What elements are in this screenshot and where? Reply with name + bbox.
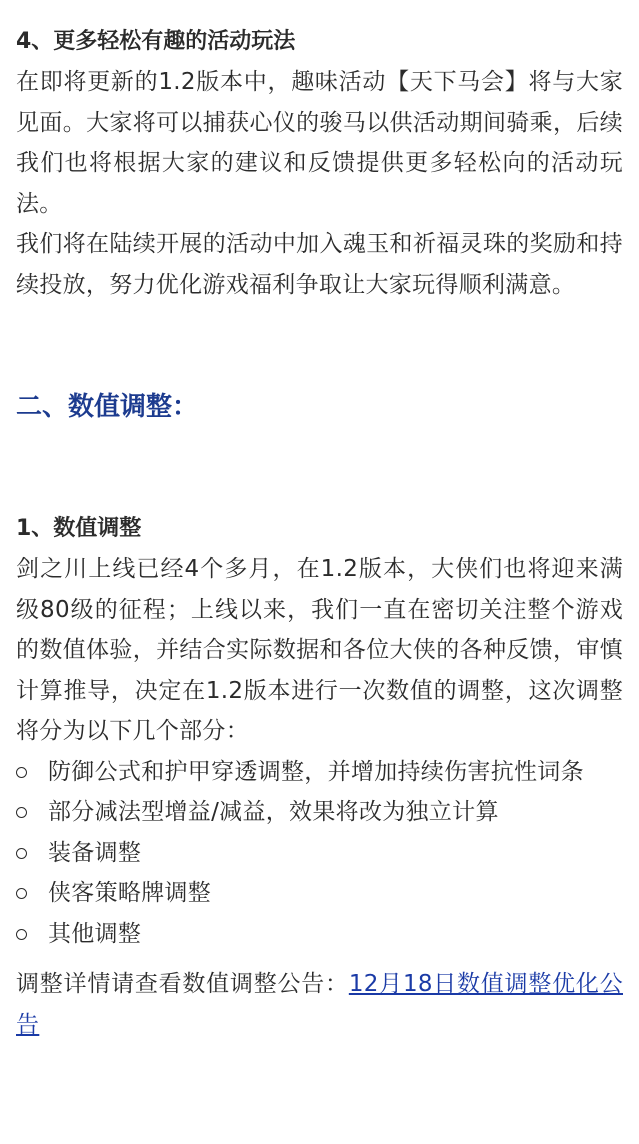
section-4-heading: 4、更多轻松有趣的活动玩法 — [16, 29, 296, 54]
section-two-title: 二、数值调整： — [16, 392, 199, 422]
hollow-circle-bullet-icon — [16, 807, 27, 818]
subsection-1-paragraph: 剑之川上线已经4个多月，在1.2版本，大侠们也将迎来满级80级的征程；上线以来，我们一直在密切关注整个游戏的数值体验，并结合实际数据和各位大侠的各种反馈，审慎计算推导，决定在1.2版本进行一次数值的调整，这次调整将分为以下几个部分： — [16, 556, 623, 744]
announcement-link[interactable]: 12月18日数值调整优化公告 — [16, 971, 623, 1038]
announcement-prefix: 调整详情请查看数值调整公告： — [16, 971, 349, 997]
list-item — [16, 752, 623, 793]
list-item — [16, 792, 623, 833]
subsection-1-heading: 1、数值调整 — [16, 516, 142, 541]
list-item-text: 侠客策略牌调整 — [48, 880, 212, 906]
hollow-circle-bullet-icon — [16, 929, 27, 940]
section-4-paragraph-1: 在即将更新的1.2版本中，趣味活动【天下马会】将与大家见面。大家将可以捕获心仪的骏马以供活动期间骑乘，后续我们也将根据大家的建议和反馈提供更多轻松向的活动玩法。 — [16, 69, 623, 217]
hollow-circle-bullet-icon — [16, 888, 27, 899]
list-item-text: 装备调整 — [48, 839, 142, 866]
list-item — [16, 833, 623, 874]
list-item — [16, 873, 623, 914]
section-4-paragraph-2: 我们将在陆续开展的活动中加入魂玉和祈福灵珠的奖励和持续投放，努力优化游戏福利争取让大家玩得顺利满意。 — [16, 231, 623, 298]
hollow-circle-bullet-icon — [16, 767, 27, 778]
spacer — [16, 427, 623, 509]
spacer — [16, 305, 623, 387]
list-item-text: 其他调整 — [48, 920, 142, 947]
list-item — [16, 914, 623, 955]
list-item-text: 防御公式和护甲穿透调整，并增加持续伤害抗性词条 — [48, 758, 584, 785]
announcement-reference — [16, 964, 623, 1045]
hollow-circle-bullet-icon — [16, 848, 27, 859]
adjustment-list — [16, 752, 623, 955]
list-item-text: 部分减法型增益/减益，效果将改为独立计算 — [48, 799, 499, 825]
